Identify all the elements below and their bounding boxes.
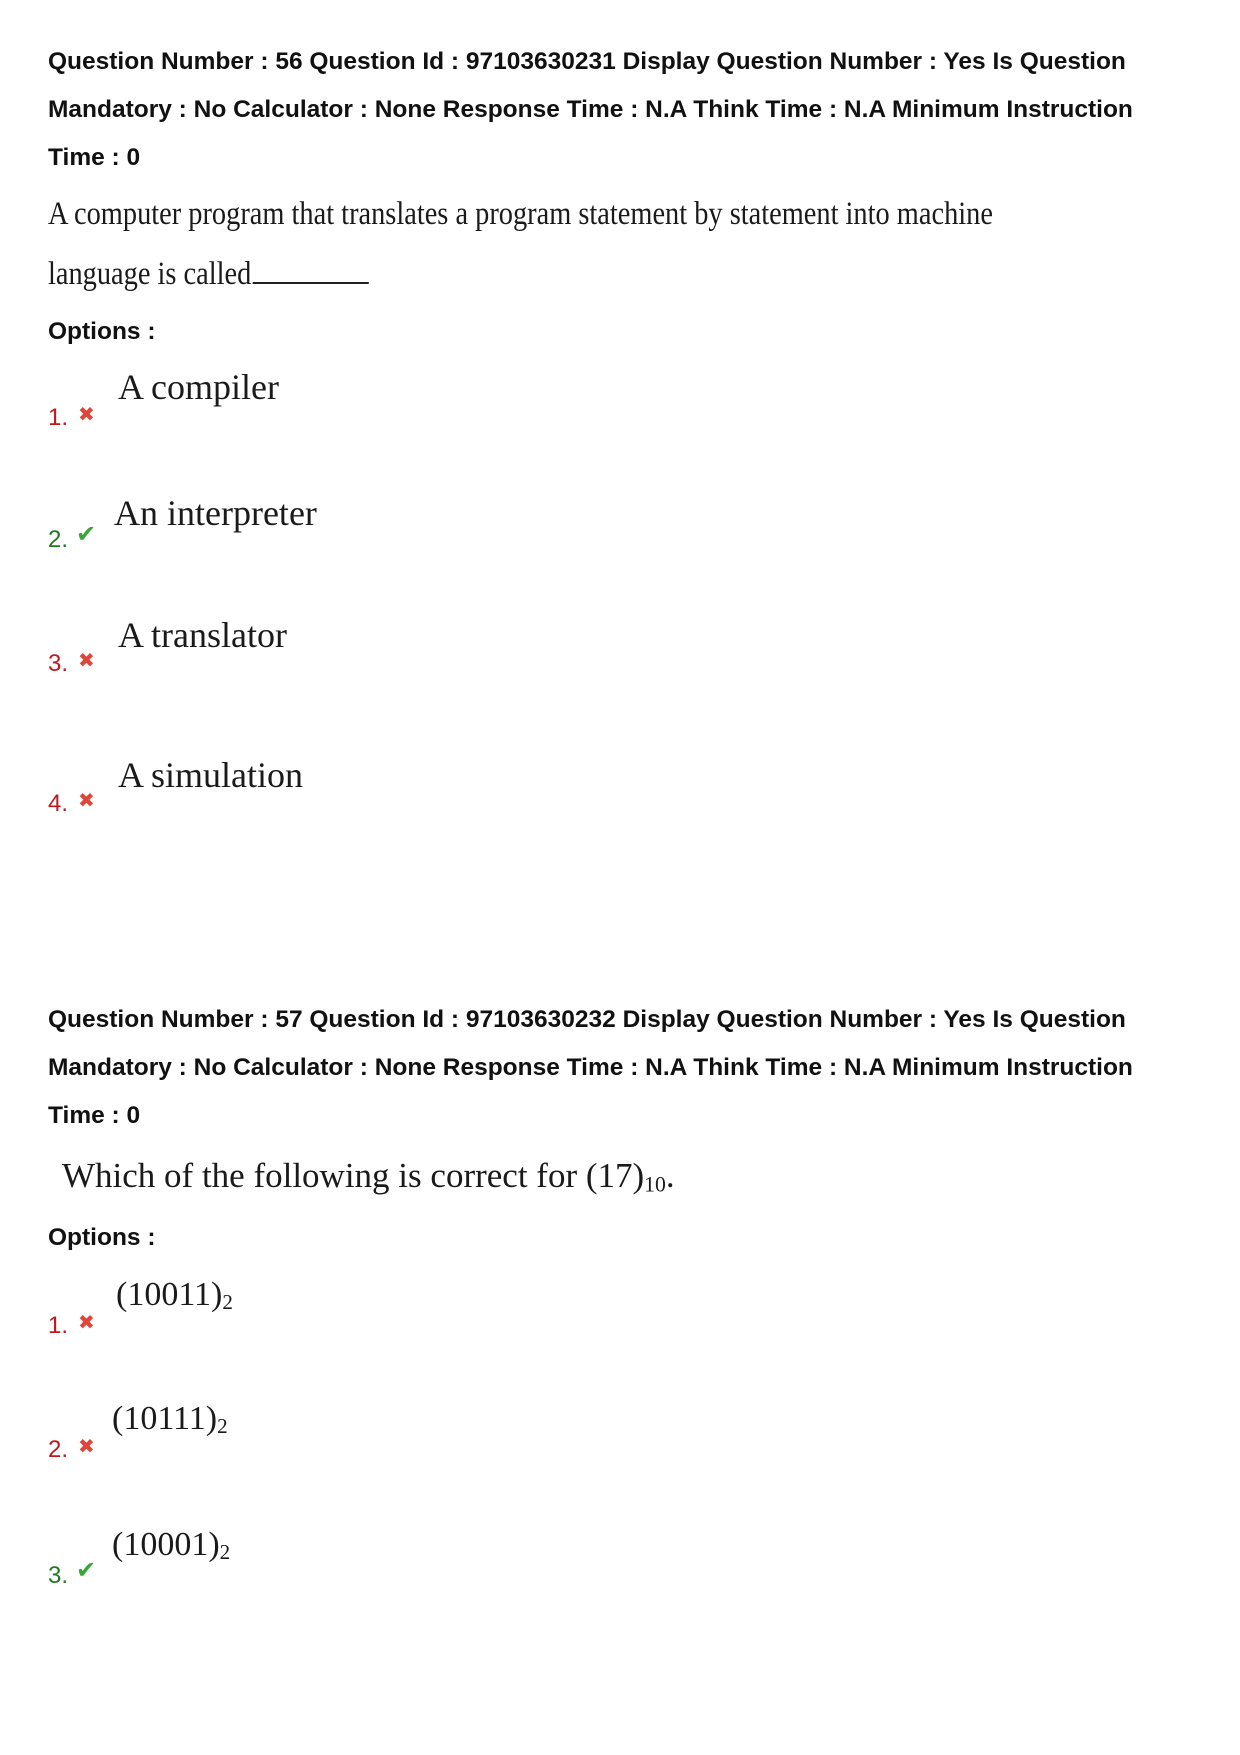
question-text-subscript: 10 xyxy=(644,1172,666,1197)
option-number: 1. xyxy=(48,404,69,431)
option-text-subscript: 2 xyxy=(219,1540,231,1565)
question-meta-line: Time : 0 xyxy=(48,144,141,171)
option-text xyxy=(116,1276,233,1314)
question-text-line: A computer program that translates a program statement by statement into machine xyxy=(48,196,993,232)
cross-icon: ✖ xyxy=(78,1310,95,1334)
option-number: 1. xyxy=(48,1312,69,1339)
answer-blank xyxy=(253,280,369,284)
options-label: Options : xyxy=(48,318,156,345)
option-text: A simulation xyxy=(118,755,304,795)
cross-icon: ✖ xyxy=(78,648,95,672)
option-text-subscript: 2 xyxy=(222,1290,233,1315)
option-number: 3. xyxy=(48,650,69,677)
question-meta-line: Mandatory : No Calculator : None Response Time : N.A Think Time : N.A Minimum Instruction xyxy=(48,96,1133,123)
cross-icon: ✖ xyxy=(78,1434,95,1458)
question-meta-line: Mandatory : No Calculator : None Response Time : N.A Think Time : N.A Minimum Instruction xyxy=(48,1054,1133,1081)
option-item xyxy=(48,1526,1208,1708)
cross-icon: ✖ xyxy=(78,402,95,426)
question-text-line xyxy=(48,244,1205,304)
check-icon: ✔ xyxy=(76,1556,97,1584)
question-text-fragment: . xyxy=(665,1156,675,1195)
option-number: 4. xyxy=(48,790,69,817)
check-icon: ✔ xyxy=(76,520,97,548)
option-item xyxy=(48,755,1208,926)
option-text-main: (10011) xyxy=(116,1276,223,1313)
option-text xyxy=(112,1526,230,1564)
question-text xyxy=(48,184,1205,304)
option-number: 2. xyxy=(48,526,69,553)
question-meta-line: Time : 0 xyxy=(48,1102,141,1129)
question-meta-line: Question Number : 57 Question Id : 97103630232 Display Question Number : Yes Is Question xyxy=(48,1006,1126,1033)
question-block-57 xyxy=(48,996,1208,1708)
question-block-56 xyxy=(48,38,1208,926)
option-text: A compiler xyxy=(118,367,279,407)
option-text-main: (10111) xyxy=(112,1400,218,1437)
options-list xyxy=(48,366,1208,926)
option-text: An interpreter xyxy=(114,493,317,533)
option-text-main: (10001) xyxy=(112,1526,220,1563)
option-number: 2. xyxy=(48,1436,69,1463)
question-meta-line: Question Number : 56 Question Id : 97103630231 Display Question Number : Yes Is Question xyxy=(48,48,1126,75)
option-number: 3. xyxy=(48,1562,69,1589)
question-text xyxy=(62,1146,1208,1206)
option-item xyxy=(48,366,1208,506)
cross-icon: ✖ xyxy=(78,788,95,812)
options-list xyxy=(48,1276,1208,1708)
option-text-subscript: 2 xyxy=(217,1414,228,1439)
option-text: A translator xyxy=(118,615,287,655)
question-text-fragment: language is called xyxy=(48,256,252,292)
options-label: Options : xyxy=(48,1224,156,1251)
option-text xyxy=(112,1400,228,1438)
question-text-fragment: Which of the following is correct for (17) xyxy=(62,1156,645,1195)
